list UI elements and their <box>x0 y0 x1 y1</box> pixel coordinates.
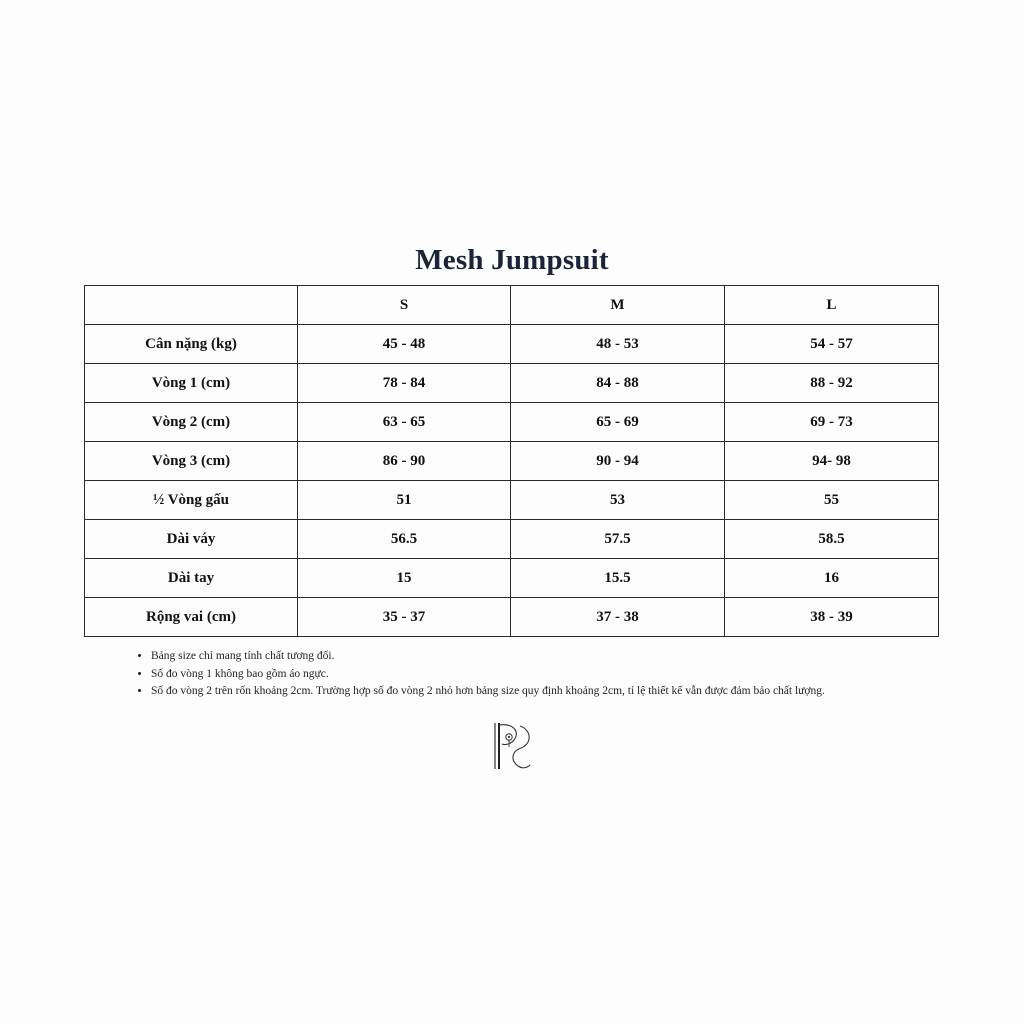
note-item: • Số đo vòng 1 không bao gồm áo ngực. <box>151 666 971 684</box>
cell-size-m: 90 - 94 <box>511 442 725 481</box>
row-label: Cân nặng (kg) <box>85 325 298 364</box>
cell-size-m: 37 - 38 <box>511 598 725 637</box>
table-row <box>85 403 939 442</box>
note-item: • Bảng size chỉ mang tính chất tương đối. <box>151 648 971 666</box>
header-cell-size-m: M <box>511 286 725 325</box>
size-chart-table <box>84 285 939 637</box>
cell-size-s: 86 - 90 <box>298 442 511 481</box>
notes-list <box>136 648 971 701</box>
brand-monogram-logo <box>490 720 534 772</box>
row-label: ½ Vòng gấu <box>85 481 298 520</box>
table-row <box>85 520 939 559</box>
table-row <box>85 481 939 520</box>
cell-size-m: 57.5 <box>511 520 725 559</box>
table-row <box>85 325 939 364</box>
cell-size-m: 84 - 88 <box>511 364 725 403</box>
cell-size-l: 54 - 57 <box>725 325 939 364</box>
page-title: Mesh Jumpsuit <box>415 244 609 276</box>
cell-size-m: 15.5 <box>511 559 725 598</box>
cell-size-m: 53 <box>511 481 725 520</box>
table-row <box>85 598 939 637</box>
header-cell-size-l: L <box>725 286 939 325</box>
cell-size-m: 48 - 53 <box>511 325 725 364</box>
row-label: Dài váy <box>85 520 298 559</box>
table-row <box>85 559 939 598</box>
cell-size-s: 15 <box>298 559 511 598</box>
cell-size-s: 63 - 65 <box>298 403 511 442</box>
cell-size-l: 94- 98 <box>725 442 939 481</box>
cell-size-m: 65 - 69 <box>511 403 725 442</box>
cell-size-s: 35 - 37 <box>298 598 511 637</box>
cell-size-s: 78 - 84 <box>298 364 511 403</box>
cell-size-s: 45 - 48 <box>298 325 511 364</box>
cell-size-l: 38 - 39 <box>725 598 939 637</box>
cell-size-s: 51 <box>298 481 511 520</box>
row-label: Vòng 1 (cm) <box>85 364 298 403</box>
cell-size-l: 58.5 <box>725 520 939 559</box>
cell-size-s: 56.5 <box>298 520 511 559</box>
table-row <box>85 364 939 403</box>
cell-size-l: 16 <box>725 559 939 598</box>
row-label: Dài tay <box>85 559 298 598</box>
table-header-row <box>85 286 939 325</box>
header-cell-size-s: S <box>298 286 511 325</box>
note-item: • Số đo vòng 2 trên rốn khoảng 2cm. Trường hợp số đo vòng 2 nhỏ hơn bảng size quy định khoảng 2cm, tỉ lệ thiết kế vẫn được đảm bảo chất lượng. <box>151 683 971 701</box>
row-label: Vòng 3 (cm) <box>85 442 298 481</box>
cell-size-l: 55 <box>725 481 939 520</box>
table-row <box>85 442 939 481</box>
cell-size-l: 88 - 92 <box>725 364 939 403</box>
row-label: Vòng 2 (cm) <box>85 403 298 442</box>
header-cell-empty <box>85 286 298 325</box>
row-label: Rộng vai (cm) <box>85 598 298 637</box>
cell-size-l: 69 - 73 <box>725 403 939 442</box>
